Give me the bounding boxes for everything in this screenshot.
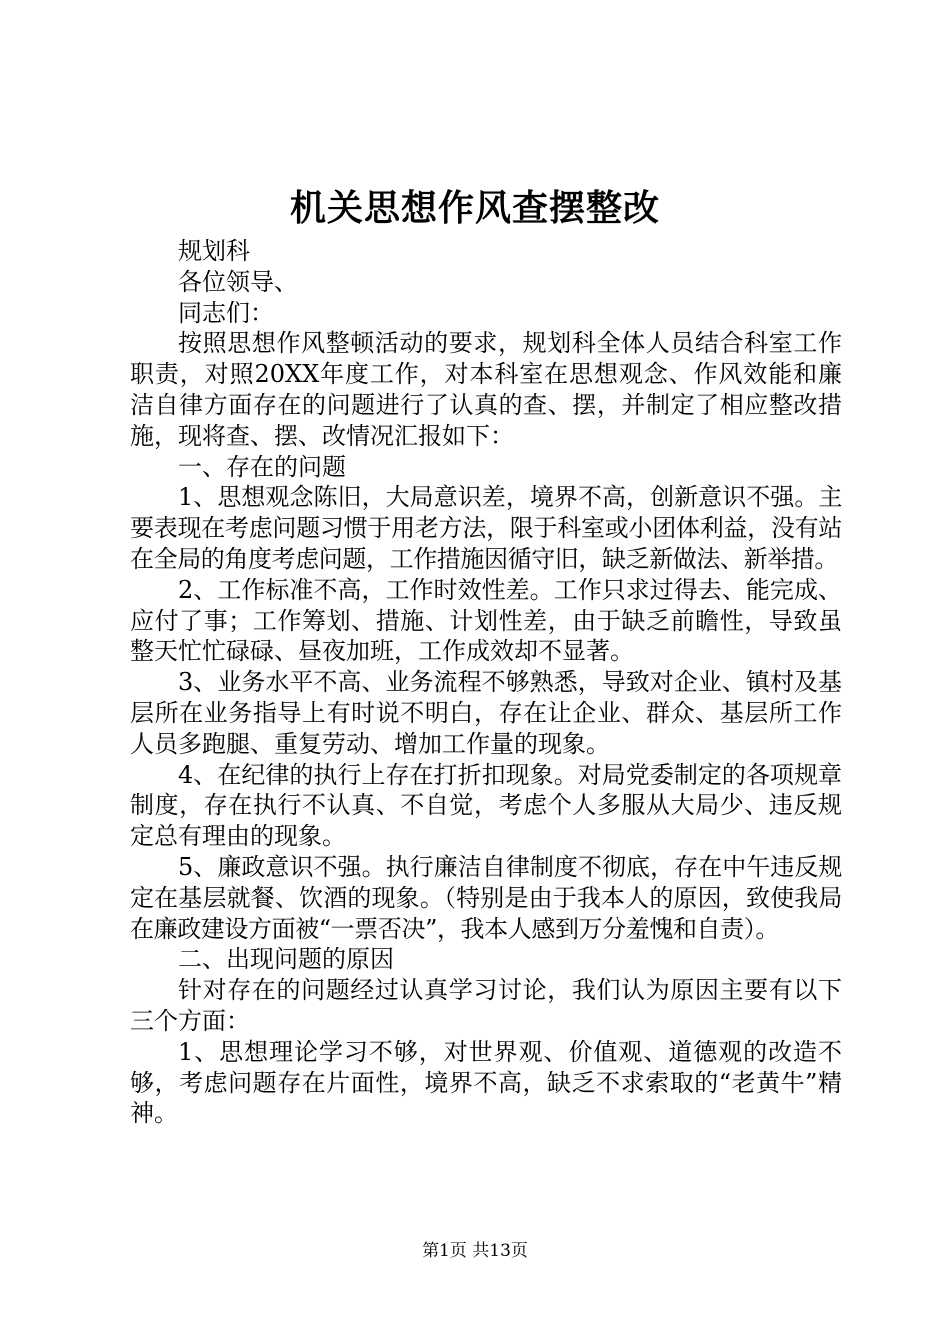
cause-item-1: 1、思想理论学习不够，对世界观、价值观、道德观的改造不够，考虑问题存在片面性，境界不高，缺乏不求索取的“老黄牛”精神。 (130, 1037, 842, 1128)
document-title: 机关思想作风查摆整改 (289, 187, 660, 229)
salutation-leaders: 各位领导、 (178, 267, 298, 296)
problem-item-4: 4、在纪律的执行上存在打折扣现象。对局党委制定的各项规章制度，存在执行不认真、不自觉，考虑个人多服从大局少、违反规定总有理由的现象。 (130, 760, 842, 851)
causes-intro: 针对存在的问题经过认真学习讨论，我们认为原因主要有以下三个方面： (130, 976, 842, 1035)
section-heading-causes: 二、出现问题的原因 (178, 945, 394, 974)
problem-item-2: 2、工作标准不高，工作时效性差。工作只求过得去、能完成、应付了事；工作筹划、措施、计划性差，由于缺乏前瞻性，导致虽整天忙忙碌碌、昼夜加班，工作成效却不显著。 (130, 575, 842, 666)
page-footer: 第1页 共13页 (422, 1241, 528, 1261)
problem-item-3: 3、业务水平不高、业务流程不够熟悉，导致对企业、镇村及基层所在业务指导上有时说不明白，存在让企业、群众、基层所工作人员多跑腿、重复劳动、增加工作量的现象。 (130, 668, 842, 758)
problem-item-1: 1、思想观念陈旧，大局意识差，境界不高，创新意识不强。主要表现在考虑问题习惯于用老方法，限于科室或小团体利益，没有站在全局的角度考虑问题，工作措施因循守旧，缺乏新做法、新举措。 (130, 483, 842, 573)
salutation-comrades: 同志们： (178, 298, 274, 327)
section-heading-problems: 一、存在的问题 (178, 452, 346, 481)
problem-item-5: 5、廉政意识不强。执行廉洁自律制度不彻底，存在中午违反规定在基层就餐、饮酒的现象。（特别是由于我本人的原因，致使我局在廉政建设方面被“一票否决”，我本人感到万分羞愧和自责）。 (130, 852, 842, 943)
intro-paragraph: 按照思想作风整顿活动的要求，规划科全体人员结合科室工作职责，对照20XX年度工作，对本科室在思想观念、作风效能和廉洁自律方面存在的问题进行了认真的查、摆，并制定了相应整改措施，现将查、摆、改情况汇报如下： (130, 329, 842, 450)
department-name: 规划科 (178, 237, 250, 265)
document-body (130, 236, 842, 1129)
